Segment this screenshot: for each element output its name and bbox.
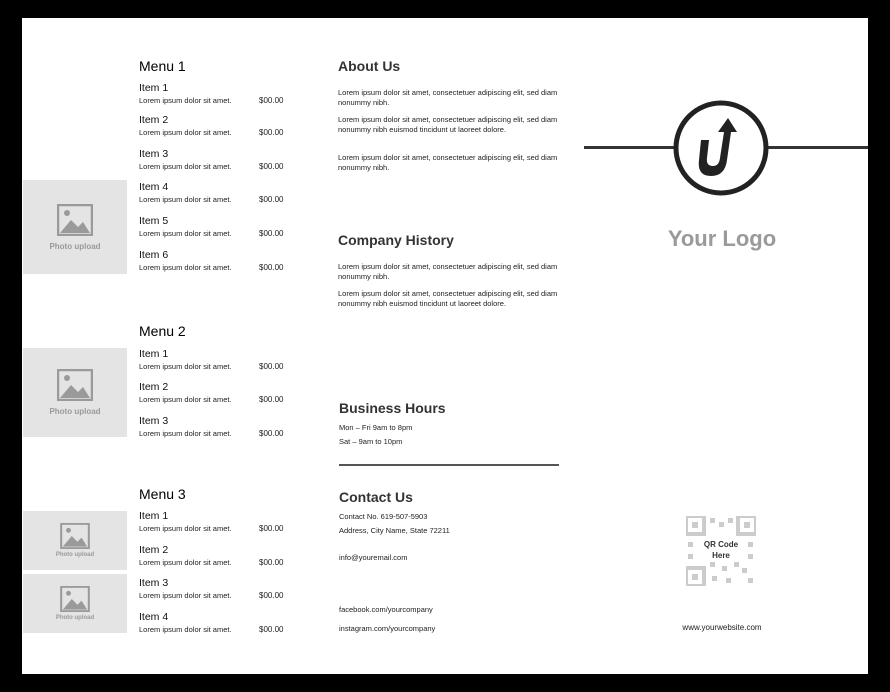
menu-item	[139, 510, 309, 538]
menu-title: Menu 3	[139, 486, 186, 502]
section-divider	[339, 464, 559, 466]
contact-title: Contact Us	[339, 489, 413, 505]
item-name: Item 3	[139, 577, 169, 589]
contact-address: Address, City Name, State 72211	[339, 526, 450, 535]
menu-item	[139, 381, 309, 409]
website-link[interactable]: www.yourwebsite.com	[682, 623, 762, 632]
item-name: Item 2	[139, 114, 169, 126]
item-description: Lorem ipsum dolor sit amet.	[139, 625, 232, 634]
photo-upload-label: Photo upload	[49, 407, 101, 416]
logo-rule-left	[584, 146, 676, 149]
photo-upload-1[interactable]	[23, 180, 127, 274]
item-description: Lorem ipsum dolor sit amet.	[139, 162, 232, 171]
item-price: $00.00	[259, 625, 284, 634]
photo-upload-label: Photo upload	[55, 615, 95, 621]
photo-upload-label: Photo upload	[49, 241, 101, 251]
item-name: Item 1	[139, 348, 169, 360]
item-name: Item 6	[139, 249, 169, 261]
menu-item	[139, 114, 309, 142]
qr-label-line1: QR Code	[703, 540, 739, 549]
photo-upload-2[interactable]	[23, 348, 127, 437]
item-price: $00.00	[259, 162, 284, 171]
about-paragraph: Lorem ipsum dolor sit amet, consectetuer adipiscing elit, sed diam nonummy nibh.	[338, 153, 558, 172]
item-description: Lorem ipsum dolor sit amet.	[139, 128, 232, 137]
item-name: Item 4	[139, 181, 169, 193]
item-description: Lorem ipsum dolor sit amet.	[139, 96, 232, 105]
contact-email[interactable]: info@youremail.com	[339, 553, 408, 562]
menu-item	[139, 215, 309, 243]
item-price: $00.00	[259, 395, 284, 404]
menu-item	[139, 577, 309, 605]
item-price: $00.00	[259, 96, 284, 105]
menu-item	[139, 249, 309, 277]
about-paragraph: Lorem ipsum dolor sit amet, consectetuer adipiscing elit, sed diam nonummy nibh euismod tincidunt ut laoreet dolore.	[338, 115, 558, 134]
menu-item	[139, 181, 309, 209]
menu-item	[139, 148, 309, 176]
item-description: Lorem ipsum dolor sit amet.	[139, 263, 232, 272]
logo-text: Your Logo	[667, 226, 777, 251]
item-description: Lorem ipsum dolor sit amet.	[139, 395, 232, 404]
item-price: $00.00	[259, 524, 284, 533]
item-name: Item 1	[139, 510, 169, 522]
item-price: $00.00	[259, 229, 284, 238]
menu-item	[139, 348, 309, 376]
item-name: Item 2	[139, 544, 169, 556]
item-description: Lorem ipsum dolor sit amet.	[139, 591, 232, 600]
logo-badge-icon	[673, 100, 769, 196]
image-icon	[57, 369, 93, 401]
item-price: $00.00	[259, 195, 284, 204]
item-name: Item 3	[139, 415, 169, 427]
logo-rule-right	[768, 146, 868, 149]
menu-item	[139, 82, 309, 110]
item-description: Lorem ipsum dolor sit amet.	[139, 195, 232, 204]
photo-upload-3[interactable]	[23, 511, 127, 570]
item-description: Lorem ipsum dolor sit amet.	[139, 558, 232, 567]
photo-upload-4[interactable]	[23, 574, 127, 633]
qr-label-line2: Here	[712, 551, 730, 560]
item-price: $00.00	[259, 128, 284, 137]
item-price: $00.00	[259, 429, 284, 438]
menu-title: Menu 2	[139, 323, 186, 339]
menu-item	[139, 544, 309, 572]
instagram-link[interactable]: instagram.com/yourcompany	[339, 624, 436, 633]
item-name: Item 1	[139, 82, 169, 94]
item-description: Lorem ipsum dolor sit amet.	[139, 362, 232, 371]
qr-code-label	[686, 539, 756, 561]
facebook-link[interactable]: facebook.com/yourcompany	[339, 605, 433, 614]
menu-item	[139, 611, 309, 639]
history-paragraph: Lorem ipsum dolor sit amet, consectetuer adipiscing elit, sed diam nonummy nibh euismod tincidunt ut laoreet dolore.	[338, 289, 558, 308]
image-icon	[60, 523, 90, 549]
item-description: Lorem ipsum dolor sit amet.	[139, 229, 232, 238]
item-price: $00.00	[259, 591, 284, 600]
history-title: Company History	[338, 232, 454, 248]
image-icon	[60, 586, 90, 612]
item-price: $00.00	[259, 558, 284, 567]
item-name: Item 5	[139, 215, 169, 227]
menu-title: Menu 1	[139, 58, 186, 74]
menu-item	[139, 415, 309, 443]
photo-upload-label: Photo upload	[55, 552, 95, 558]
about-paragraph: Lorem ipsum dolor sit amet, consectetuer adipiscing elit, sed diam nonummy nibh.	[338, 88, 558, 107]
item-name: Item 3	[139, 148, 169, 160]
item-price: $00.00	[259, 263, 284, 272]
hours-line: Mon – Fri 9am to 8pm	[339, 423, 413, 432]
item-name: Item 4	[139, 611, 169, 623]
item-name: Item 2	[139, 381, 169, 393]
item-price: $00.00	[259, 362, 284, 371]
history-paragraph: Lorem ipsum dolor sit amet, consectetuer adipiscing elit, sed diam nonummy nibh.	[338, 262, 558, 281]
image-icon	[57, 204, 93, 236]
hours-title: Business Hours	[339, 400, 446, 416]
menu-sheet	[22, 18, 868, 674]
item-description: Lorem ipsum dolor sit amet.	[139, 524, 232, 533]
about-title: About Us	[338, 58, 401, 74]
contact-phone: Contact No. 619-507-5903	[339, 512, 428, 521]
item-description: Lorem ipsum dolor sit amet.	[139, 429, 232, 438]
hours-line: Sat – 9am to 10pm	[339, 437, 403, 446]
